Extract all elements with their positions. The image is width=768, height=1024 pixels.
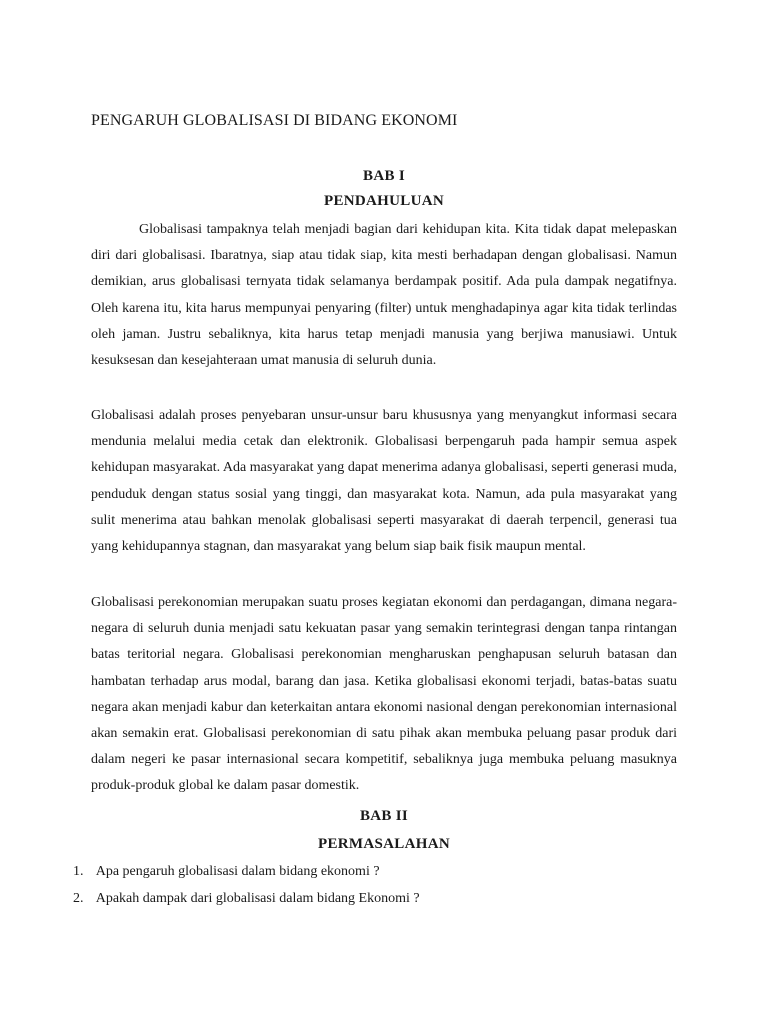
bab1-label: BAB I — [363, 168, 405, 184]
bab1-heading: PENDAHULUAN — [324, 193, 444, 209]
bab1-paragraph-1: Globalisasi tampaknya telah menjadi bagian dari kehidupan kita. Kita tidak dapat melepaskan diri dari globalisasi. Ibaratnya, siap atau tidak siap, kita mesti berhadapan dengan globalisasi. Namun demikian, arus globalisasi ternyata tidak selamanya berdampak positif. Ada pula dampak negatifnya. Oleh karena itu, kita harus mempunyai penyaring (filter) untuk menghadapinya agar kita tidak terlindas oleh jaman. Justru sebaliknya, kita harus tetap menjadi manusia yang berjiwa manusiawi. Untuk kesuksesan dan kesejahteraan umat manusia di seluruh dunia. — [91, 222, 677, 369]
bab1-paragraph-2: Globalisasi adalah proses penyebaran unsur-unsur baru khususnya yang menyangkut informasi secara mendunia melalui media cetak dan elektronik. Globalisasi berpengaruh pada hampir semua aspek kehidupan masyarakat. Ada masyarakat yang dapat menerima adanya globalisasi, seperti generasi muda, penduduk dengan status sosial yang tinggi, dan masyarakat kota. Namun, ada pula masyarakat yang sulit menerima atau bahkan menolak globalisasi seperti masyarakat di daerah terpencil, generasi tua yang kehidupannya stagnan, dan masyarakat yang belum siap baik fisik maupun mental. — [91, 408, 677, 555]
question-list — [73, 859, 420, 912]
bab1-paragraph-3: Globalisasi perekonomian merupakan suatu proses kegiatan ekonomi dan perdagangan, dimana negara-negara di seluruh dunia menjadi satu kekuatan pasar yang semakin terintegrasi dengan tanpa rintangan batas teritorial negara. Globalisasi perekonomian mengharuskan penghapusan seluruh batasan dan hambatan terhadap arus modal, barang dan jasa. Ketika globalisasi ekonomi terjadi, batas-batas suatu negara akan menjadi kabur dan keterkaitan antara ekonomi nasional dengan perekonomian internasional akan semakin erat. Globalisasi perekonomian di satu pihak akan membuka peluang pasar produk dari dalam negeri ke pasar internasional secara kompetitif, sebaliknya juga membuka peluang masuknya produk-produk global ke dalam pasar domestik. — [91, 595, 677, 794]
list-item-text: Apa pengaruh globalisasi dalam bidang ekonomi ? — [95, 864, 380, 879]
list-item-text: Apakah dampak dari globalisasi dalam bidang Ekonomi ? — [95, 890, 420, 906]
list-item — [73, 859, 420, 886]
list-item-number: 2. — [73, 890, 84, 906]
bab2-label: BAB II — [359, 808, 409, 824]
document-title: PENGARUH GLOBALISASI DI BIDANG EKONOMI — [91, 112, 458, 129]
list-item-number: 1. — [73, 864, 84, 879]
list-item — [73, 886, 420, 913]
bab2-heading: PERMASALAHAN — [318, 836, 450, 852]
